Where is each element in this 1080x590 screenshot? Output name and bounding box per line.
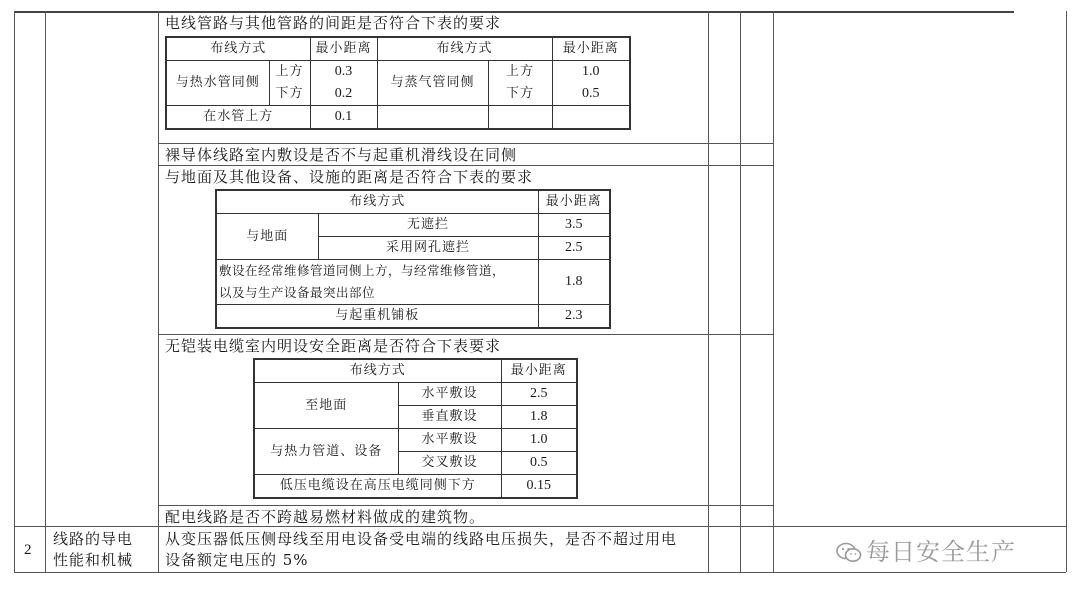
t1-steam-above-val: 1.0 [552,61,630,84]
t1-empty-2 [488,106,552,130]
t1-above-water-val: 0.1 [310,106,377,130]
t3-header-method: 布线方式 [254,359,501,383]
t1-header-method-2: 布线方式 [377,37,552,61]
t1-header-method-1: 布线方式 [166,37,310,61]
t2-ground: 与地面 [216,214,318,260]
t3-to-ground: 至地面 [254,383,398,429]
t1-below: 下方 [269,83,310,106]
t3-lv-under-hv: 低压电缆设在高压电缆同侧下方 [254,475,501,499]
col-line-5 [773,11,774,572]
t2-header-method: 布线方式 [216,190,538,214]
t3-horizontal: 水平敷设 [398,383,501,406]
t1-steam-above: 上方 [488,61,552,84]
section2-content-line1: 从变压器低压侧母线至用电设备受电端的线路电压损失，是否不超过用电 [165,530,678,548]
col-line-6 [1066,11,1067,572]
t3-thermal-horizontal-val: 1.0 [501,429,577,452]
row3-title: 与地面及其他设备、设施的距离是否符合下表的要求 [165,168,534,186]
t2-mesh-barrier-val: 2.5 [538,237,610,260]
col-line-2 [158,11,159,572]
t2-maintenance-cell [216,260,538,305]
t1-steam-below-val: 0.5 [552,83,630,106]
t3-vertical-val: 1.8 [501,406,577,429]
row-sep-4 [158,505,773,506]
row1-title: 电线管路与其他管路的间距是否符合下表的要求 [165,14,502,32]
row2-title: 裸导体线路室内敷设是否不与起重机滑线设在同侧 [165,146,518,164]
row-sep-2 [158,165,773,166]
table-pipe-distance [165,36,631,130]
t2-no-barrier-val: 3.5 [538,214,610,237]
row-sep-3 [158,334,773,335]
col-line-3 [708,11,709,572]
t1-header-min-2: 最小距离 [552,37,630,61]
t2-no-barrier: 无遮拦 [318,214,538,237]
t3-cross: 交叉敷设 [398,452,501,475]
col-line-1 [45,11,46,572]
section2-number: 2 [24,542,33,558]
t2-crane-plate: 与起重机铺板 [216,305,538,329]
row5-title: 配电线路是否不跨越易燃材料做成的建筑物。 [165,508,486,526]
bottom-border [14,572,1066,573]
t1-hot-below-val: 0.2 [310,83,377,106]
t2-maint-line1: 敷设在经常维修管道同侧上方，与经常维修管道， [219,263,506,278]
t2-maint-line2: 以及与生产设备最突出部位 [219,285,376,300]
t2-mesh-barrier: 采用网孔遮拦 [318,237,538,260]
t2-crane-plate-val: 2.3 [538,305,610,329]
t2-maint-val: 1.8 [538,260,610,305]
t3-vertical: 垂直敷设 [398,406,501,429]
col-line-4 [740,11,741,572]
t1-header-min-1: 最小距离 [310,37,377,61]
row4-title: 无铠装电缆室内明设安全距离是否符合下表要求 [165,337,502,355]
t1-empty-3 [552,106,630,130]
t1-hot-water-same-side: 与热水管同侧 [166,61,269,106]
t1-above-water-pipe: 在水管上方 [166,106,310,130]
t3-thermal-horizontal: 水平敷设 [398,429,501,452]
t2-header-min: 最小距离 [538,190,610,214]
t3-thermal: 与热力管道、设备 [254,429,398,475]
t3-header-min: 最小距离 [501,359,577,383]
col-line-0 [14,11,15,572]
watermark-text: 每日安全生产 [866,538,1016,566]
t3-lv-under-hv-val: 0.15 [501,475,577,499]
t1-hot-above-val: 0.3 [310,61,377,84]
section2-category-line2: 性能和机械 [53,551,134,569]
top-border [14,11,1014,13]
section2-category-line1: 线路的导电 [53,530,134,548]
t1-steam-below: 下方 [488,83,552,106]
table-ground-distance [215,189,611,329]
t1-above: 上方 [269,61,310,84]
wechat-icon [836,542,862,564]
watermark [836,532,1016,567]
t1-empty-1 [377,106,488,130]
t3-horizontal-val: 2.5 [501,383,577,406]
t1-steam-same-side: 与蒸气管同侧 [377,61,488,106]
section2-content-line2: 设备额定电压的 5% [165,551,309,569]
row-sep-1 [158,143,773,144]
table-cable-distance [253,358,578,499]
t3-cross-val: 0.5 [501,452,577,475]
